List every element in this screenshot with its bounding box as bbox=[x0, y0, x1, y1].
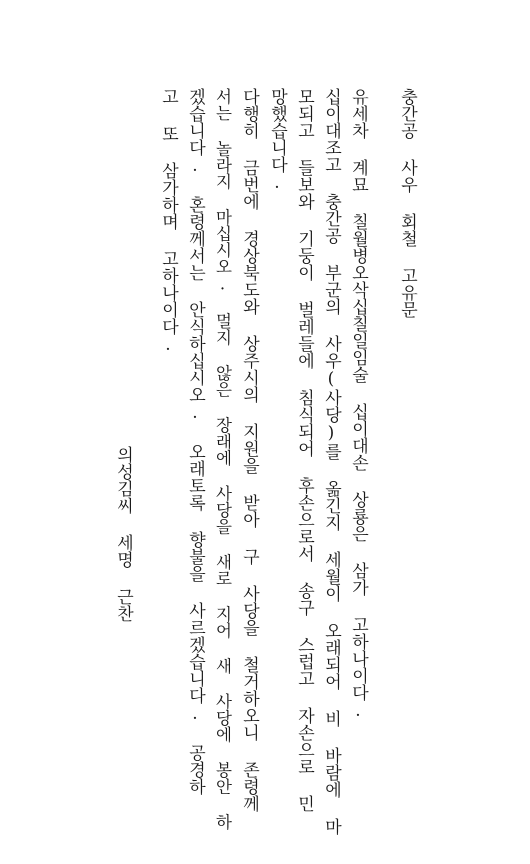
body-line-3: 모되고 들보와 기둥이 벌레들에 침식되어 후손으로서 송구 스럽고 자손으로 민 bbox=[294, 88, 314, 812]
body-line-4: 망했습니다. bbox=[267, 88, 287, 193]
body-line-2: 십이대조고 충간공 부군의 사우(사당)를 옮긴지 세월이 오래되어 비 바람에 마 bbox=[321, 88, 341, 835]
body-line-8: 고 또 삼가하며 고하나이다. bbox=[158, 88, 178, 355]
document-title: 충간공 사우 회철 고유문 bbox=[397, 88, 417, 318]
body-line-1: 유세차 계묘 칠월병오삭십칠일임술 십이대손 상룡은 삼가 고하나이다. bbox=[348, 88, 368, 721]
body-line-6: 서는 놀라지 마십시오. 멀지 않은 장래에 사당을 새로 지어 새 사당에 봉안 하 bbox=[213, 88, 232, 830]
body-line-7: 겠습니다. 혼령께서는 안식하십시오. 오래토록 향불을 사르겠습니다. 공경하 bbox=[185, 88, 205, 795]
body-line-5: 다행히 금번에 경상북도와 상주시의 지원을 받아 구 사당을 철거하오니 존령께 bbox=[239, 88, 259, 812]
signature: 의성김씨 세명 근찬 bbox=[113, 446, 133, 622]
